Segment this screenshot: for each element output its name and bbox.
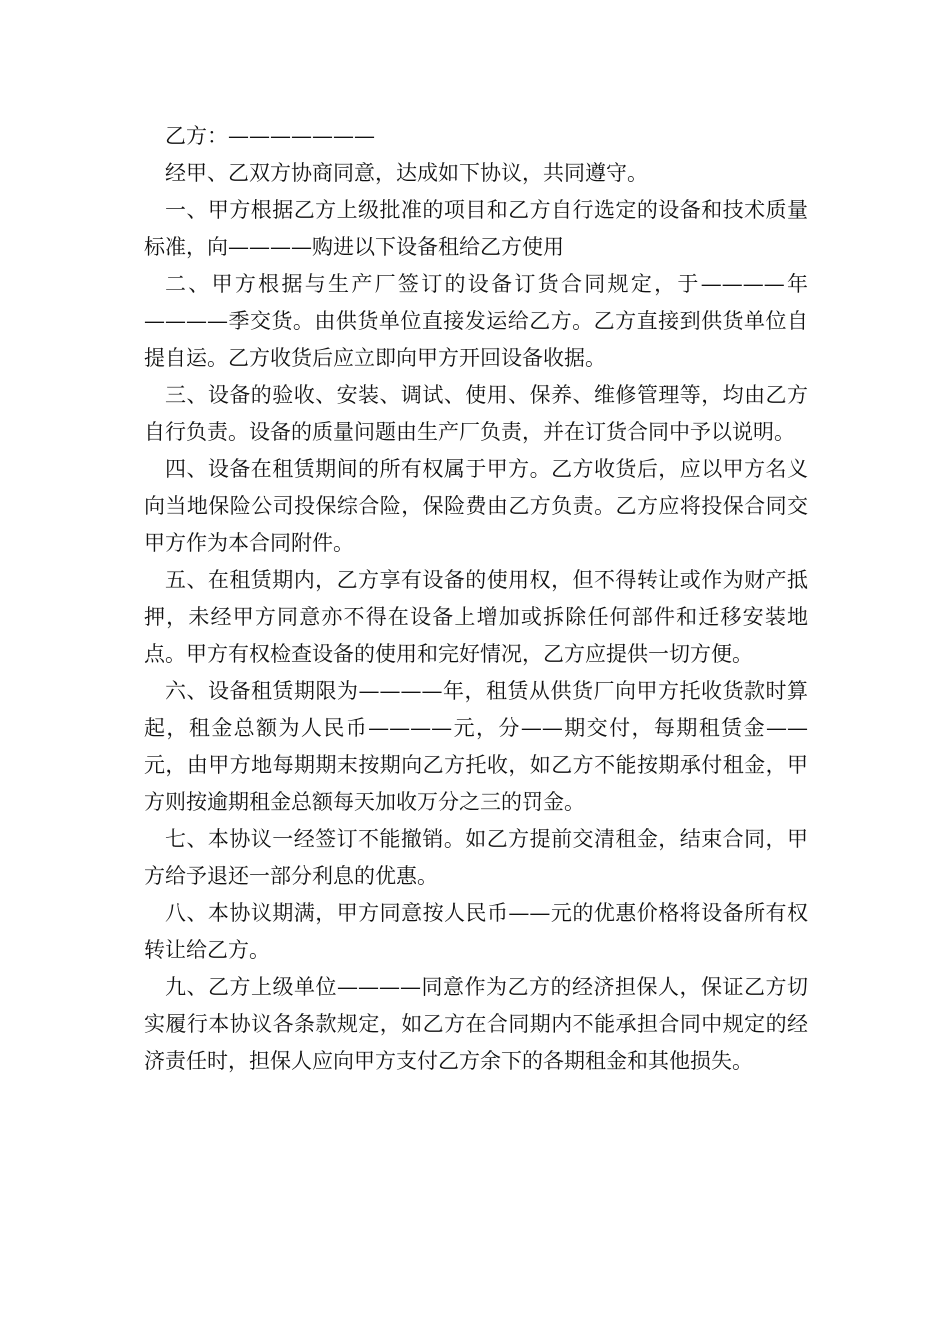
- clause-8: 八、本协议期满，甲方同意按人民币——元的优惠价格将设备所有权转让给乙方。: [144, 901, 808, 962]
- party-b-line: 乙方：———————: [165, 124, 375, 148]
- clause-3: 三、设备的验收、安装、调试、使用、保养、维修管理等，均由乙方自行负责。设备的质量问题由生产厂负责，并在订货合同中予以说明。: [144, 383, 808, 444]
- clause-4: 四、设备在租赁期间的所有权属于甲方。乙方收货后，应以甲方名义向当地保险公司投保综合险，保险费由乙方负责。乙方应将投保合同交甲方作为本合同附件。: [144, 457, 808, 555]
- intro-paragraph: 经甲、乙双方协商同意，达成如下协议，共同遵守。: [165, 161, 648, 185]
- clause-7: 七、本协议一经签订不能撤销。如乙方提前交清租金，结束合同，甲方给予退还一部分利息的优惠。: [144, 827, 808, 888]
- document-body: [144, 118, 808, 1080]
- clause-2: 二、甲方根据与生产厂签订的设备订货合同规定，于————年————季交货。由供货单位直接发运给乙方。乙方直接到供货单位自提自运。乙方收货后应立即向甲方开回设备收据。: [144, 272, 808, 370]
- clause-5: 五、在租赁期内，乙方享有设备的使用权，但不得转让或作为财产抵押，未经甲方同意亦不得在设备上增加或拆除任何部件和迁移安装地点。甲方有权检查设备的使用和完好情况，乙方应提供一切方便。: [144, 568, 808, 666]
- clause-1: 一、甲方根据乙方上级批准的项目和乙方自行选定的设备和技术质量标准，向————购进以下设备租给乙方使用: [144, 198, 808, 259]
- clause-9: 九、乙方上级单位————同意作为乙方的经济担保人，保证乙方切实履行本协议各条款规定，如乙方在合同期内不能承担合同中规定的经济责任时，担保人应向甲方支付乙方余下的各期租金和其他损失。: [144, 975, 808, 1073]
- clause-6: 六、设备租赁期限为————年，租赁从供货厂向甲方托收货款时算起，租金总额为人民币————元，分——期交付，每期租赁金——元，由甲方地每期期末按期向乙方托收，如乙方不能按期承付租金，甲方则按逾期租金总额每天加收万分之三的罚金。: [144, 679, 808, 814]
